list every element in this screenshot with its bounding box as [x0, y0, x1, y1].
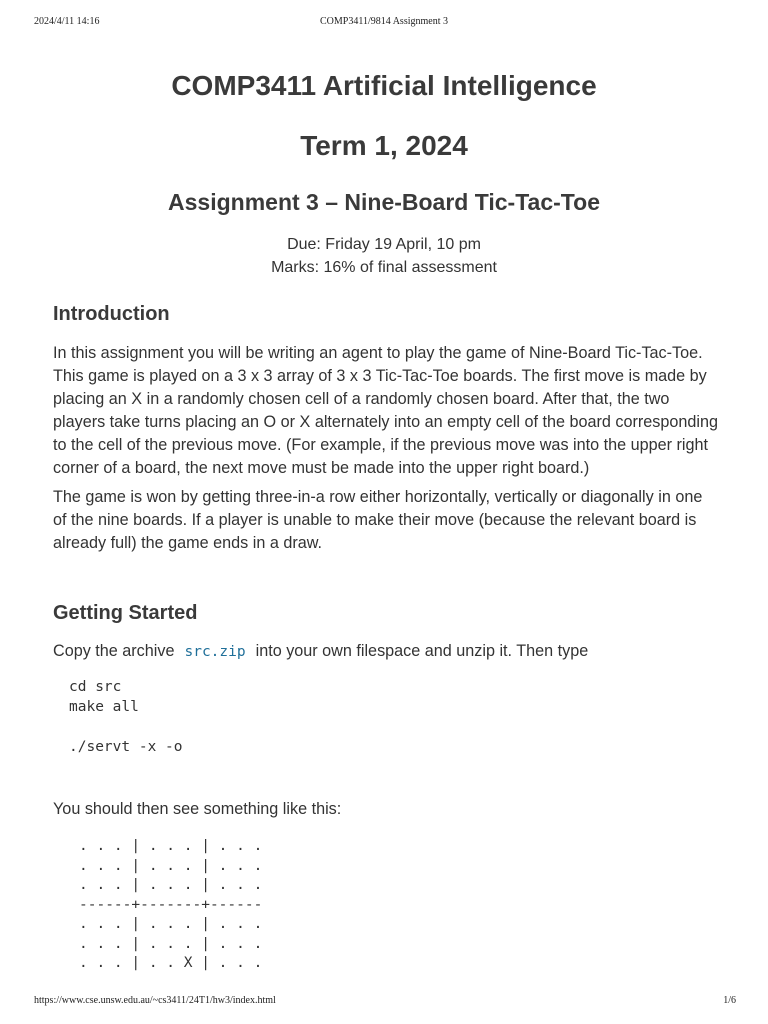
print-datetime: 2024/4/11 14:16: [34, 16, 100, 27]
command-block: cd src make all ./servt -x -o: [69, 679, 183, 755]
assignment-title: Assignment 3 – Nine-Board Tic-Tac-Toe: [168, 189, 600, 215]
marks-info: Marks: 16% of final assessment: [271, 259, 497, 276]
course-title: COMP3411 Artificial Intelligence: [171, 70, 597, 101]
term-title: Term 1, 2024: [300, 130, 468, 161]
game-board-output: . . . | . . . | . . . . . . | . . . | . . . . . . | . . . | . . . ------+-------+------ . . . | . . . | . . . . . . | . . . | . . . . . . | . . X | . . .: [79, 838, 263, 971]
print-url: https://www.cse.unsw.edu.au/~cs3411/24T1/hw3/index.html: [34, 995, 276, 1006]
src-zip-link[interactable]: src.zip: [184, 644, 246, 660]
due-info: [0, 233, 768, 279]
see-text: You should then see something like this:: [53, 800, 342, 818]
introduction-paragraph-1: In this assignment you will be writing an agent to play the game of Nine-Board Tic-Tac-Toe. This game is played on a 3 x 3 array of 3 x 3 Tic-Tac-Toe boards. The first move is made by placing an X in a randomly chosen cell of a randomly chosen board. After that, the two players take turns placing an O or X alternately into an empty cell of the board corresponding to the cell of the previous move. (For example, if the previous move was into the upper right corner of a board, the next move must be made into the upper right board.): [53, 344, 718, 477]
getting-started-heading: Getting Started: [53, 602, 198, 624]
due-date: Due: Friday 19 April, 10 pm: [287, 236, 481, 253]
copy-instruction: [53, 640, 718, 664]
copy-text-before: Copy the archive: [53, 642, 175, 660]
introduction-paragraph-2: The game is won by getting three-in-a row either horizontally, vertically or diagonally in one of the nine boards. If a player is unable to make their move (because the relevant board is already full) the game ends in a draw.: [53, 488, 703, 552]
print-page-number: 1/6: [723, 995, 736, 1006]
print-page-title: COMP3411/9814 Assignment 3: [320, 16, 448, 27]
introduction-heading: Introduction: [53, 303, 170, 325]
copy-text-after: into your own filespace and unzip it. Then type: [255, 642, 589, 660]
introduction-text: [53, 342, 718, 555]
